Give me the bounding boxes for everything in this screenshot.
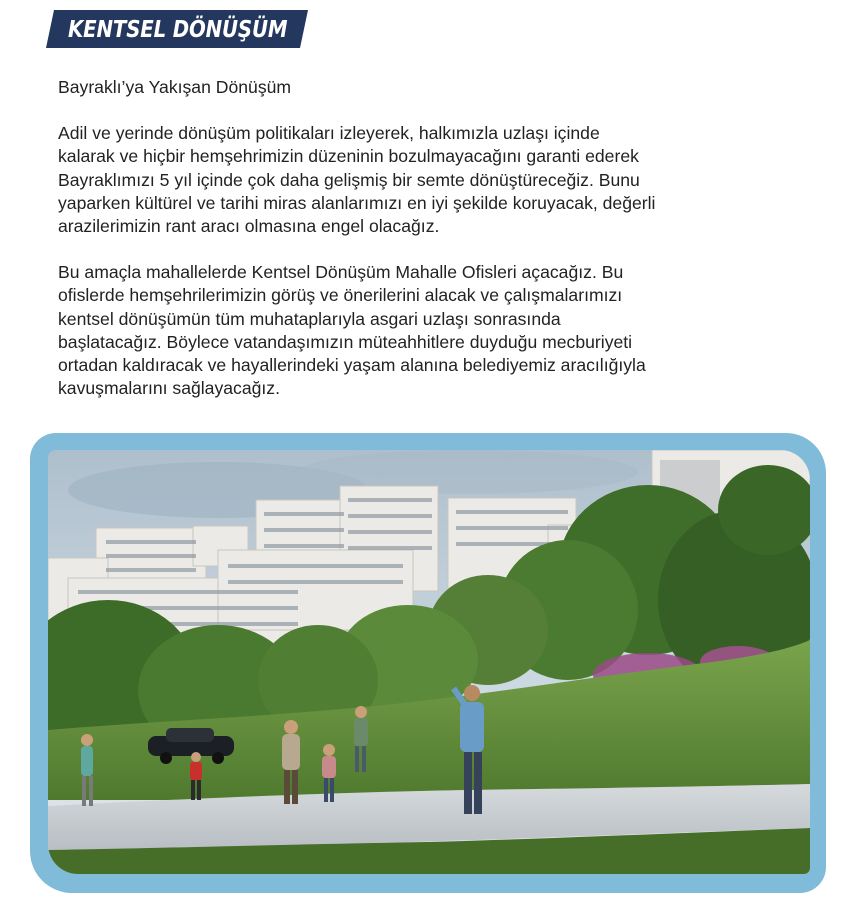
paragraph-line: kavuşmalarını sağlayacağız. [58, 378, 280, 399]
urban-renewal-photo [48, 450, 810, 874]
article-paragraph-2 [58, 261, 788, 401]
paragraph-line: ortadan kaldıracak ve hayallerindeki yaşam alanına belediyemiz aracılığıyla [58, 355, 646, 376]
paragraph-line: yaparken kültürel ve tarihi miras alanlarımızı en iyi şekilde koruyacak, değerli [58, 192, 656, 213]
paragraph-line: kentsel dönüşümün tüm muhataplarıyla asgari uzlaşı sonrasında [58, 308, 561, 329]
rendering-illustration [48, 450, 810, 874]
section-title: KENTSEL DÖNÜŞÜM [68, 17, 288, 43]
article-paragraph-1 [58, 122, 788, 238]
paragraph-line: ofislerde hemşehrilerimizin görüş ve önerilerini alacak ve çalışmalarımızı [58, 285, 623, 306]
paragraph-line: başlatacağız. Böylece vatandaşımızın müteahhitlere duyduğu mecburiyeti [58, 331, 633, 352]
article-subtitle: Bayraklı’ya Yakışan Dönüşüm [58, 77, 292, 97]
paragraph-line: Bayraklımızı 5 yıl içinde çok daha gelişmiş bir semte dönüştüreceğiz. Bunu [58, 169, 640, 190]
paragraph-line: kalarak ve hiçbir hemşehrimizin düzeninin bozulmayacağını garanti ederek [58, 146, 639, 167]
paragraph-line: Adil ve yerinde dönüşüm politikaları izleyerek, halkımızla uzlaşı içinde [58, 123, 600, 143]
paragraph-line: arazilerimizin rant aracı olmasına engel olacağız. [58, 216, 440, 237]
paragraph-line: Bu amaçla mahallelerde Kentsel Dönüşüm Mahalle Ofisleri açacağız. Bu [58, 262, 624, 282]
